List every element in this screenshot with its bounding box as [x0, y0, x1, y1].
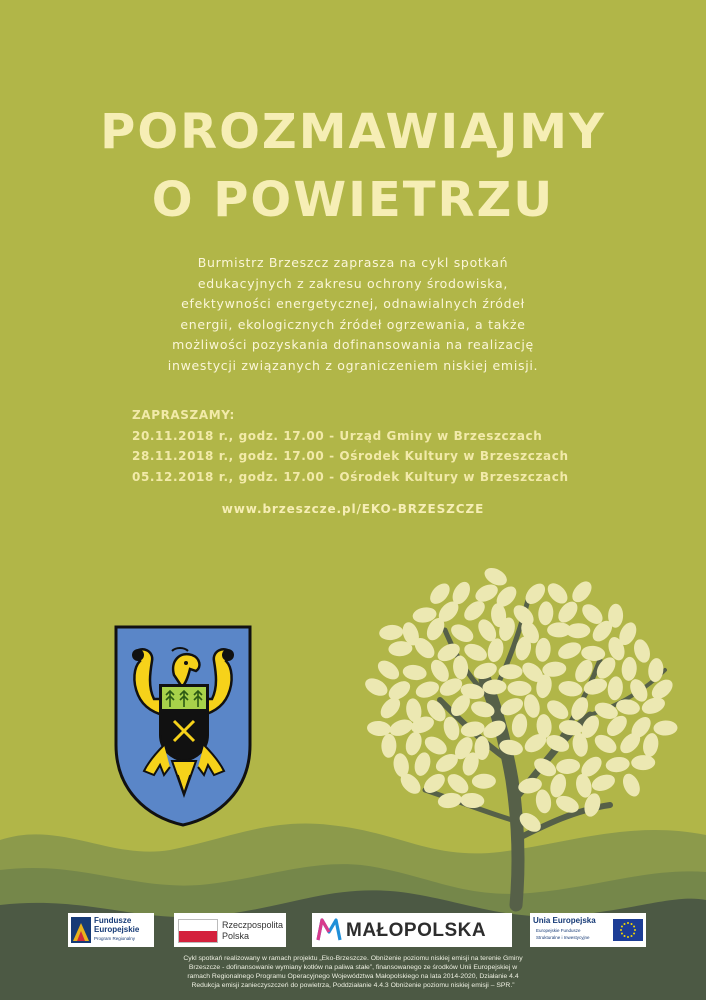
eu-star	[620, 929, 622, 931]
event-item: 05.12.2018 r., godz. 17.00 - Ośrodek Kultury w Brzeszczach	[132, 469, 569, 484]
eu-star	[627, 922, 629, 924]
title-line-1: POROZMAWIAJMY	[100, 104, 606, 160]
rp-line-2: Polska	[222, 931, 250, 941]
leaf-shape	[568, 578, 595, 606]
leaf-shape	[548, 772, 569, 799]
disclaimer-line: Brzeszcze - dofinansowanie wymiany kotłów na paliwa stałe”, finansowanego ze środków Unii Europejskiej w	[188, 964, 518, 971]
eu-star	[633, 926, 635, 928]
eu-star	[633, 933, 635, 935]
ue-line-1: Unia Europejska	[533, 916, 596, 925]
eu-star	[624, 923, 626, 925]
leaf-shape	[362, 675, 390, 700]
leaf-shape	[605, 756, 631, 774]
malopolska-text: MAŁOPOLSKA	[346, 920, 487, 941]
intro-line: edukacyjnych z zakresu ochrony środowiska,	[197, 275, 509, 291]
leaf-shape	[641, 732, 660, 758]
eu-star	[631, 935, 633, 937]
leaf-shape	[653, 720, 678, 736]
leaf-shape	[557, 679, 583, 698]
leaf-shape	[647, 657, 664, 682]
malopolska-m-icon	[316, 918, 342, 942]
leaf-shape	[499, 664, 523, 679]
fe-emblem-icon	[71, 917, 91, 943]
leaf-shape	[472, 773, 496, 788]
disclaimer-line: Redukcja emisji zanieczyszczeń do powietrza, Poddziałanie 4.4.3 Obniżenie poziomu niskiej emisji – SPR.”	[191, 982, 515, 989]
leaf-shape	[381, 734, 396, 758]
leaf-shape	[590, 772, 618, 794]
event-item: 20.11.2018 r., godz. 17.00 - Urząd Gminy w Brzeszczach	[132, 428, 543, 443]
intro-line: efektywności energetycznej, odnawialnych źródeł	[181, 296, 525, 311]
intro-line: inwestycji związanych z ograniczeniem niskiej emisji.	[167, 357, 539, 373]
invite-heading: ZAPRASZAMY:	[132, 408, 235, 422]
rzeczpospolita-polska-logo	[174, 913, 286, 947]
fundusze-europejskie-logo	[68, 913, 154, 947]
leaf-shape	[482, 564, 510, 589]
fe-line-1: Fundusze	[94, 916, 132, 925]
leaf-shape	[378, 624, 403, 641]
leaf-shape	[537, 601, 554, 626]
leaf-shape	[460, 792, 485, 809]
eu-star	[634, 929, 636, 931]
leaf-shape	[555, 758, 580, 775]
intro-line: możliwości pozyskania dofinansowania na realizację	[172, 337, 534, 352]
intro-paragraph	[120, 253, 586, 376]
ue-line-2: Europejskie Fundusze	[536, 928, 581, 933]
funding-disclaimer	[100, 954, 606, 990]
rp-line-1: Rzeczpospolita	[222, 920, 284, 930]
event-item: 28.11.2018 r., godz. 17.00 - Ośrodek Kultury w Brzeszczach	[132, 449, 569, 463]
eu-star	[627, 936, 629, 938]
leaf-shape	[607, 676, 624, 701]
eu-flag-icon	[613, 919, 643, 941]
leaf-shape	[510, 712, 529, 738]
website-link[interactable]: www.brzeszcze.pl/EKO-BRZESZCZE	[221, 502, 485, 516]
leaf-shape	[402, 663, 428, 681]
fe-line-3: Program Regionalny	[94, 936, 136, 941]
disclaimer-line: ramach Regionalnego Programu Operacyjnego Województwa Małopolskiego na lata 2014-2020, Działanie 4.4	[187, 973, 519, 980]
leaf-shape	[403, 730, 424, 757]
event-list	[132, 405, 569, 487]
leaf-shape	[522, 693, 542, 720]
eu-star	[631, 923, 633, 925]
unia-europejska-logo	[530, 913, 646, 947]
title-line-2: O POWIETRZU	[151, 172, 555, 228]
coat-of-arms-logo	[114, 625, 252, 827]
funding-logos-strip	[0, 905, 706, 953]
intro-line: energii, ekologicznych źródeł ogrzewania, a także	[180, 316, 526, 332]
malopolska-logo	[312, 913, 512, 947]
leaf-shape	[631, 755, 655, 770]
eu-star	[624, 935, 626, 937]
leaf-shape	[556, 639, 584, 662]
leaf-shape	[615, 698, 641, 717]
eu-star	[621, 926, 623, 928]
leaf-shape	[414, 679, 442, 701]
eu-star	[621, 933, 623, 935]
leaf-shape	[452, 655, 469, 680]
leaf-shape	[374, 657, 402, 683]
leaf-shape	[412, 751, 433, 778]
leaf-shape	[534, 788, 553, 814]
leaf-shape	[507, 680, 532, 696]
leaf-shape	[566, 623, 591, 639]
leaf-shape	[621, 656, 638, 681]
disclaimer-line: Cykl spotkań realizowany w ramach projektu „Eko-Brzeszcze. Obniżenie poziomu niskiej emisji na terenie Gminy	[183, 955, 523, 962]
intro-line: Burmistrz Brzeszcz zaprasza na cykl spotkań	[197, 255, 509, 270]
polish-flag-icon	[178, 919, 218, 943]
fe-line-2: Europejskie	[94, 925, 140, 934]
ue-line-3: Strukturalne i Inwestycyjne	[536, 935, 590, 940]
leaf-shape	[620, 771, 643, 799]
